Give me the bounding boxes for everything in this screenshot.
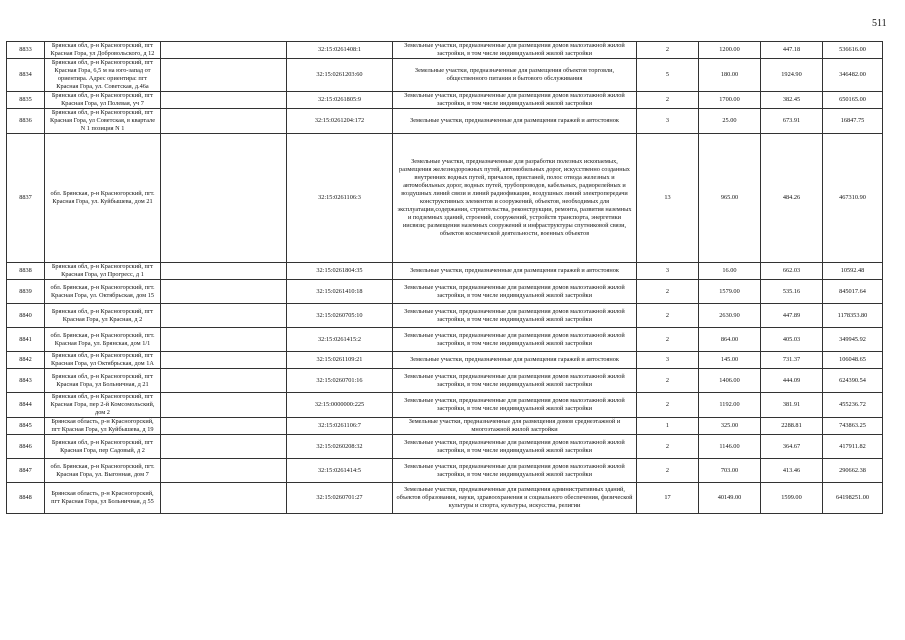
cadastral-value-cell: 346482.00 <box>823 59 883 92</box>
cadastral-number-cell: 32:15:0261106:3 <box>287 134 393 263</box>
address-cell: Брянская область, р-н Красногорский, пгт Красная Гора, ул Куйбышева, д 19 <box>45 418 161 435</box>
row-number-cell: 8845 <box>7 418 45 435</box>
row-number-cell: 8833 <box>7 42 45 59</box>
table-row <box>7 134 883 263</box>
empty-cell <box>161 369 287 393</box>
cadastral-number-cell: 32:15:0260705:10 <box>287 304 393 328</box>
unit-value-cell: 447.18 <box>761 42 823 59</box>
cadastral-number-cell: 32:15:0000000:225 <box>287 393 393 418</box>
area-cell: 1200.00 <box>699 42 761 59</box>
land-use-cell: Земельные участки, предназначенные для размещения домов среднеэтажной и многоэтажной жилой застройки <box>393 418 637 435</box>
empty-cell <box>161 134 287 263</box>
land-use-cell: Земельные участки, предназначенные для размещения административных зданий, объектов образования, науки, здравоохранения и социального обеспечения, физической культуры и спорта, культуры, искусства, религии <box>393 483 637 514</box>
address-cell: обл. Брянская, р-н Красногорский, пгт. Красная Гора, ул. Выгонная, дом 7 <box>45 459 161 483</box>
address-cell: Брянская обл, р-н Красногорский, пгт Красная Гора, ул Полевая, уч 7 <box>45 92 161 109</box>
land-use-cell: Земельные участки, предназначенные для размещения домов малоэтажной жилой застройки, в том числе индивидуальной жилой застройки <box>393 304 637 328</box>
empty-cell <box>161 483 287 514</box>
area-cell: 1192.00 <box>699 393 761 418</box>
land-use-cell: Земельные участки, предназначенные для размещения домов малоэтажной жилой застройки, в том числе индивидуальной жилой застройки <box>393 459 637 483</box>
address-cell: Брянская обл, р-н Красногорский, пгт Красная Гора, ул Больничная, д 21 <box>45 369 161 393</box>
cadastral-number-cell: 32:15:0261109:21 <box>287 352 393 369</box>
area-cell: 864.00 <box>699 328 761 352</box>
unit-value-cell: 662.03 <box>761 263 823 280</box>
cadastral-number-cell: 32:15:0261410:18 <box>287 280 393 304</box>
table-row <box>7 109 883 134</box>
area-cell: 1700.00 <box>699 92 761 109</box>
group-cell: 2 <box>637 328 699 352</box>
unit-value-cell: 364.67 <box>761 435 823 459</box>
table-row <box>7 418 883 435</box>
row-number-cell: 8838 <box>7 263 45 280</box>
cadastral-number-cell: 32:15:0261203:60 <box>287 59 393 92</box>
unit-value-cell: 484.26 <box>761 134 823 263</box>
area-cell: 180.00 <box>699 59 761 92</box>
table-row <box>7 304 883 328</box>
row-number-cell: 8842 <box>7 352 45 369</box>
address-cell: Брянская обл, р-н Красногорский, пгт Красная Гора, ул Советская, в квартале N 1 позиция N 1 <box>45 109 161 134</box>
cadastral-value-cell: 624390.54 <box>823 369 883 393</box>
cadastral-value-cell: 106048.65 <box>823 352 883 369</box>
empty-cell <box>161 42 287 59</box>
table-row <box>7 328 883 352</box>
cadastral-value-cell: 64198251.00 <box>823 483 883 514</box>
empty-cell <box>161 418 287 435</box>
land-use-cell: Земельные участки, предназначенные для размещения домов малоэтажной жилой застройки, в том числе индивидуальной жилой застройки <box>393 328 637 352</box>
empty-cell <box>161 304 287 328</box>
area-cell: 40149.00 <box>699 483 761 514</box>
area-cell: 145.00 <box>699 352 761 369</box>
table-row <box>7 280 883 304</box>
cadastral-value-cell: 349945.92 <box>823 328 883 352</box>
group-cell: 2 <box>637 280 699 304</box>
group-cell: 2 <box>637 92 699 109</box>
group-cell: 1 <box>637 418 699 435</box>
empty-cell <box>161 280 287 304</box>
cadastral-number-cell: 32:15:0261805:9 <box>287 92 393 109</box>
group-cell: 3 <box>637 352 699 369</box>
land-use-cell: Земельные участки, предназначенные для размещения гаражей и автостоянок <box>393 352 637 369</box>
cadastral-value-cell: 650165.00 <box>823 92 883 109</box>
unit-value-cell: 1599.00 <box>761 483 823 514</box>
group-cell: 2 <box>637 304 699 328</box>
cadastral-number-cell: 32:15:0261408:1 <box>287 42 393 59</box>
row-number-cell: 8839 <box>7 280 45 304</box>
group-cell: 13 <box>637 134 699 263</box>
cadastral-value-cell: 467310.90 <box>823 134 883 263</box>
land-use-cell: Земельные участки, предназначенные для размещения домов малоэтажной жилой застройки, в том числе индивидуальной жилой застройки <box>393 92 637 109</box>
address-cell: Брянская обл, р-н Красногорский, пгт Красная Гора, 6,5 м на юго-запад от ориентира. Адрес ориентира: пгт Красная Гора, ул. Советская, д.46а <box>45 59 161 92</box>
unit-value-cell: 1924.90 <box>761 59 823 92</box>
area-cell: 703.00 <box>699 459 761 483</box>
empty-cell <box>161 109 287 134</box>
unit-value-cell: 382.45 <box>761 92 823 109</box>
empty-cell <box>161 92 287 109</box>
cadastral-number-cell: 32:15:0260701:16 <box>287 369 393 393</box>
area-cell: 16.00 <box>699 263 761 280</box>
address-cell: обл. Брянская, р-н Красногорский, пгт. Красная Гора, ул. Брянская, дом 1/1 <box>45 328 161 352</box>
land-use-cell: Земельные участки, предназначенные для размещения объектов торговли, общественного питания и бытового обслуживания <box>393 59 637 92</box>
table-row <box>7 435 883 459</box>
land-use-cell: Земельные участки, предназначенные для размещения гаражей и автостоянок <box>393 263 637 280</box>
cadastral-number-cell: 32:15:0261804:35 <box>287 263 393 280</box>
address-cell: Брянская обл, р-н Красногорский, пгт Красная Гора, ул Прогресс, д 1 <box>45 263 161 280</box>
row-number-cell: 8848 <box>7 483 45 514</box>
row-number-cell: 8836 <box>7 109 45 134</box>
row-number-cell: 8846 <box>7 435 45 459</box>
area-cell: 2630.90 <box>699 304 761 328</box>
cadastral-value-cell: 1178353.80 <box>823 304 883 328</box>
unit-value-cell: 447.89 <box>761 304 823 328</box>
table-row <box>7 352 883 369</box>
cadastral-number-cell: 32:15:0260701:27 <box>287 483 393 514</box>
cadastral-value-cell: 417911.82 <box>823 435 883 459</box>
table-row <box>7 483 883 514</box>
table-row <box>7 459 883 483</box>
empty-cell <box>161 263 287 280</box>
group-cell: 5 <box>637 59 699 92</box>
empty-cell <box>161 435 287 459</box>
address-cell: Брянская область, р-н Красногорский, пгт Красная Гора, ул Больничная, д 55 <box>45 483 161 514</box>
area-cell: 325.00 <box>699 418 761 435</box>
group-cell: 3 <box>637 263 699 280</box>
table-row <box>7 92 883 109</box>
unit-value-cell: 444.09 <box>761 369 823 393</box>
empty-cell <box>161 328 287 352</box>
row-number-cell: 8834 <box>7 59 45 92</box>
row-number-cell: 8840 <box>7 304 45 328</box>
land-use-cell: Земельные участки, предназначенные для размещения гаражей и автостоянок <box>393 109 637 134</box>
empty-cell <box>161 352 287 369</box>
table-row <box>7 42 883 59</box>
cadastral-number-cell: 32:15:0261106:7 <box>287 418 393 435</box>
cadastral-number-cell: 32:15:0261414:5 <box>287 459 393 483</box>
unit-value-cell: 405.03 <box>761 328 823 352</box>
group-cell: 2 <box>637 435 699 459</box>
cadastral-number-cell: 32:15:0260208:32 <box>287 435 393 459</box>
land-use-cell: Земельные участки, предназначенные для размещения домов малоэтажной жилой застройки, в том числе индивидуальной жилой застройки <box>393 393 637 418</box>
page-number: 511 <box>872 18 887 29</box>
area-cell: 1406.00 <box>699 369 761 393</box>
unit-value-cell: 535.16 <box>761 280 823 304</box>
cadastral-value-cell: 845017.64 <box>823 280 883 304</box>
cadastral-value-cell: 455236.72 <box>823 393 883 418</box>
table-body <box>7 42 883 514</box>
cadastral-value-cell: 10592.48 <box>823 263 883 280</box>
address-cell: обл. Брянская, р-н Красногорский, пгт. Красная Гора, ул. Октябрьская, дом 15 <box>45 280 161 304</box>
table-row <box>7 59 883 92</box>
table-row <box>7 393 883 418</box>
empty-cell <box>161 459 287 483</box>
empty-cell <box>161 59 287 92</box>
area-cell: 25.00 <box>699 109 761 134</box>
table-row <box>7 369 883 393</box>
row-number-cell: 8844 <box>7 393 45 418</box>
area-cell: 965.00 <box>699 134 761 263</box>
row-number-cell: 8837 <box>7 134 45 263</box>
land-use-cell: Земельные участки, предназначенные для размещения домов малоэтажной жилой застройки, в том числе индивидуальной жилой застройки <box>393 435 637 459</box>
land-use-cell: Земельные участки, предназначенные для размещения домов малоэтажной жилой застройки, в том числе индивидуальной жилой застройки <box>393 280 637 304</box>
land-use-cell: Земельные участки, предназначенные для размещения домов малоэтажной жилой застройки, в том числе индивидуальной жилой застройки <box>393 369 637 393</box>
land-use-cell: Земельные участки, предназначенные для разработки полезных ископаемых, размещения железнодорожных путей, автомобильных дорог, искусственно созданных внутренних водных путей, причалов, пристаней, полос отвода железных и автомобильных дорог, водных путей, трубопроводов, кабельных, радиорелейных и воздушных линий связи и линий радиофикации, воздушных линий электропередачи конструктивных элементов и сооружений, объектов, необходимых для эксплуатации,содержания, строительства, реконструкции, ремонта, развития наземных и подземных зданий, строений, сооружений, устройств транспорта, энергетики иисвязи; размещения наземных сооружений и инфраструктуры спутниковой связи, объектов космической деятельности, военных объектов <box>393 134 637 263</box>
cadastral-value-cell: 16847.75 <box>823 109 883 134</box>
cadastral-value-table <box>6 41 883 514</box>
cadastral-number-cell: 32:15:0261204:172 <box>287 109 393 134</box>
empty-cell <box>161 393 287 418</box>
group-cell: 2 <box>637 42 699 59</box>
group-cell: 2 <box>637 393 699 418</box>
area-cell: 1579.00 <box>699 280 761 304</box>
unit-value-cell: 673.91 <box>761 109 823 134</box>
land-use-cell: Земельные участки, предназначенные для размещения домов малоэтажной жилой застройки, в том числе индивидуальной жилой застройки <box>393 42 637 59</box>
cadastral-value-cell: 290662.38 <box>823 459 883 483</box>
address-cell: Брянская обл, р-н Красногорский, пгт Красная Гора, ул Добровольского, д 12 <box>45 42 161 59</box>
cadastral-number-cell: 32:15:0261415:2 <box>287 328 393 352</box>
row-number-cell: 8847 <box>7 459 45 483</box>
unit-value-cell: 2288.81 <box>761 418 823 435</box>
unit-value-cell: 381.91 <box>761 393 823 418</box>
group-cell: 17 <box>637 483 699 514</box>
table-row <box>7 263 883 280</box>
address-cell: Брянская обл, р-н Красногорский, пгт Красная Гора, пер Садовый, д 2 <box>45 435 161 459</box>
row-number-cell: 8835 <box>7 92 45 109</box>
address-cell: обл. Брянская, р-н Красногорский, пгт. Красная Гора, ул. Куйбышева, дом 21 <box>45 134 161 263</box>
cadastral-value-cell: 743863.25 <box>823 418 883 435</box>
row-number-cell: 8843 <box>7 369 45 393</box>
cadastral-value-cell: 536616.00 <box>823 42 883 59</box>
group-cell: 3 <box>637 109 699 134</box>
address-cell: Брянская обл, р-н Красногорский, пгт Красная Гора, пер 2-й Комсомольский, дом 2 <box>45 393 161 418</box>
group-cell: 2 <box>637 459 699 483</box>
unit-value-cell: 413.46 <box>761 459 823 483</box>
unit-value-cell: 731.37 <box>761 352 823 369</box>
row-number-cell: 8841 <box>7 328 45 352</box>
group-cell: 2 <box>637 369 699 393</box>
address-cell: Брянская обл, р-н Красногорский, пгт Красная Гора, ул Красная, д 2 <box>45 304 161 328</box>
address-cell: Брянская обл, р-н Красногорский, пгт Красная Гора, ул Октябрьская, дом 1А <box>45 352 161 369</box>
area-cell: 1146.00 <box>699 435 761 459</box>
